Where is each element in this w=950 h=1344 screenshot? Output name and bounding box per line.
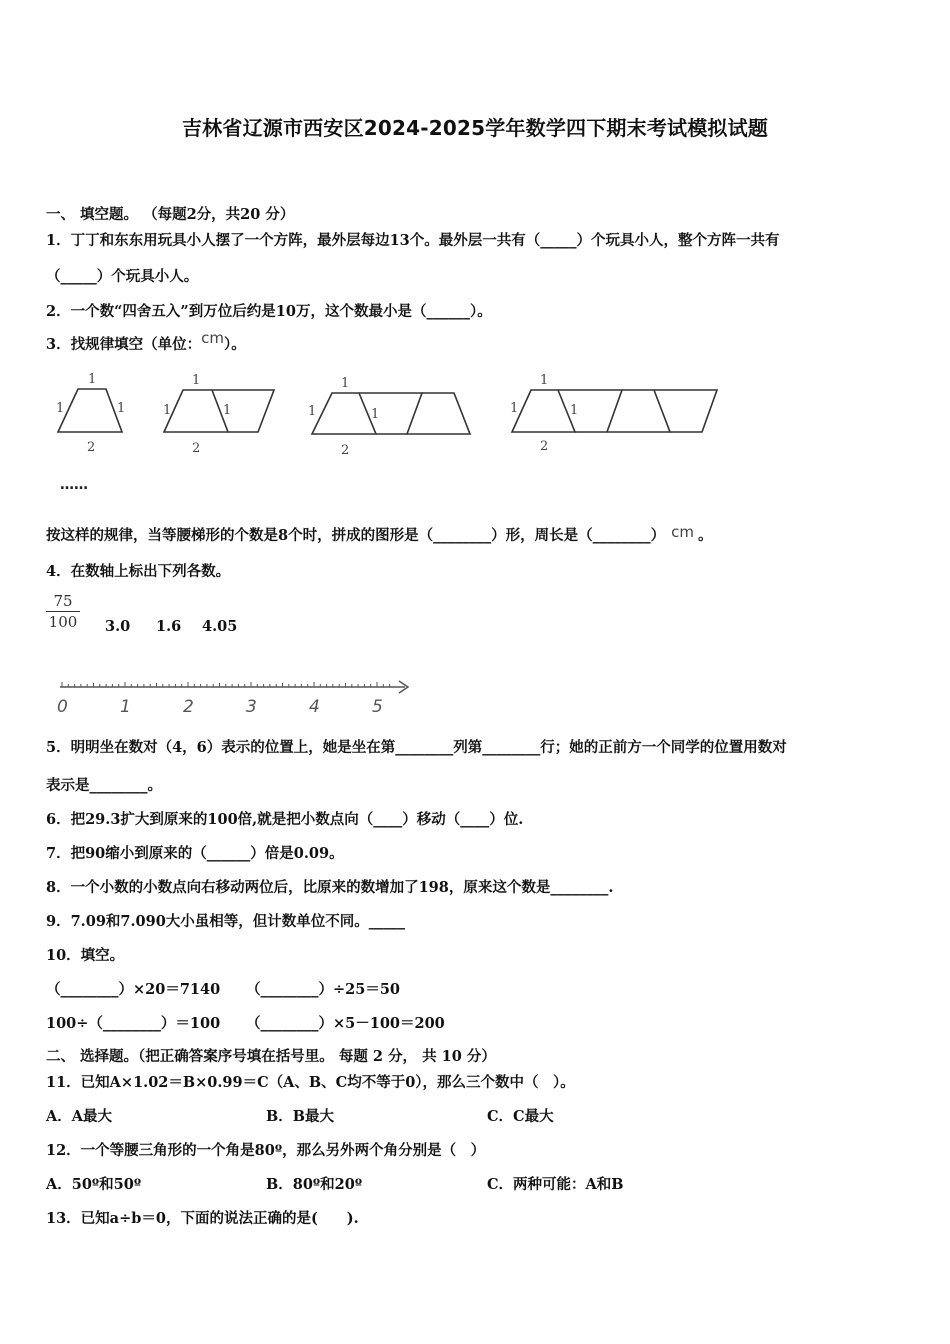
number-4-05: 4.05 — [202, 618, 238, 635]
fig2-mid-label: 1 — [223, 403, 232, 418]
fig4-top-label: 1 — [540, 373, 549, 388]
fig3-mid-label: 1 — [371, 407, 380, 422]
number-line-label: 5 — [372, 697, 383, 717]
q10-equation-1: （________）×20＝7140 — [46, 981, 221, 998]
section-2-heading: 二、 选择题。（把正确答案序号填在括号里。 每题 2 分， 共 10 分） — [46, 1048, 496, 1065]
fraction-75-100 — [46, 592, 80, 631]
question-1-line-1: 1．丁丁和东东用玩具小人摆了一个方阵，最外层每边13个。最外层一共有（_____）个玩具小人，整个方阵一共有 — [46, 232, 780, 249]
fig2-top-label: 1 — [192, 373, 201, 388]
question-3b-text: 按这样的规律，当等腰梯形的个数是8个时，拼成的图形是（________）形，周长是（________） — [46, 527, 666, 544]
q11-option-a: A．A最大 — [46, 1108, 113, 1125]
question-9: 9．7.09和7.090大小虽相等，但计数单位不同。_____ — [46, 913, 406, 930]
question-12: 12．一个等腰三角形的一个角是80º，那么另外两个角分别是（ ） — [46, 1142, 486, 1159]
page-title: 吉林省辽源市西安区2024-2025学年数学四下期末考试模拟试题 — [181, 116, 769, 140]
q12-option-b: B．80º和20º — [266, 1176, 363, 1193]
trapezoid-4-4 — [654, 390, 717, 432]
question-5-line-1: 5．明明坐在数对（4，6）表示的位置上，她是坐在第________列第________行；她的正前方一个同学的位置用数对 — [46, 739, 787, 756]
question-3-continued — [46, 524, 712, 545]
trapezoid-3-1 — [312, 393, 376, 434]
trapezoid-2-1 — [164, 390, 228, 432]
question-2: 2．一个数“四舍五入”到万位后约是10万，这个数最小是（______）。 — [46, 303, 492, 320]
q10-equation-4: （________）×5－100＝200 — [246, 1015, 445, 1032]
question-3 — [46, 329, 246, 354]
fig1-right-label: 1 — [117, 401, 126, 416]
question-13: 13．已知a÷b＝0，下面的说法正确的是( ). — [46, 1210, 359, 1227]
trapezoid-4-3 — [607, 390, 670, 432]
question-6: 6．把29.3扩大到原来的100倍,就是把小数点向（____）移动（____）位. — [46, 811, 524, 828]
number-line-label: 3 — [246, 697, 257, 717]
number-line-label: 0 — [57, 697, 68, 717]
fig3-bottom-label: 2 — [341, 443, 350, 458]
number-line-label: 4 — [309, 697, 320, 717]
fig1-top-label: 1 — [88, 372, 97, 387]
fig1-bottom-label: 2 — [87, 440, 96, 455]
number-line-label: 1 — [120, 697, 131, 717]
unit-cm-2: cm — [671, 523, 694, 541]
section-1-heading: 一、 填空题。 （每题2分，共20 分） — [46, 206, 295, 223]
continuation-dots: …… — [60, 477, 88, 493]
question-11: 11．已知A×1.02＝B×0.99＝C（A、B、C均不等于0），那么三个数中（ ）。 — [46, 1074, 575, 1091]
trapezoid-pattern-figure — [46, 368, 746, 498]
trapezoid-1-1 — [58, 389, 122, 432]
fig3-left-label: 1 — [308, 404, 317, 419]
q12-option-c: C．两种可能：A和B — [487, 1176, 624, 1193]
q10-equation-3: 100÷（________）＝100 — [46, 1015, 221, 1032]
question-3-end: ）。 — [223, 336, 246, 353]
question-3-text: 3．找规律填空（单位： — [46, 336, 202, 353]
trapezoid-4-2 — [558, 390, 622, 432]
fig4-left-label: 1 — [510, 401, 519, 416]
question-5-line-2: 表示是________。 — [46, 777, 162, 794]
number-1-6: 1.6 — [156, 618, 182, 635]
trapezoid-3-2 — [359, 393, 422, 434]
fraction-denominator: 100 — [48, 613, 78, 631]
number-line — [50, 674, 420, 722]
question-1-line-2: （_____）个玩具小人。 — [46, 268, 199, 285]
question-7: 7．把90缩小到原来的（______）倍是0.09。 — [46, 845, 344, 862]
number-3-0: 3.0 — [105, 618, 131, 635]
trapezoid-4-1 — [512, 390, 575, 432]
fraction-numerator: 75 — [46, 592, 80, 612]
trapezoid-2-2 — [212, 390, 274, 432]
trapezoid-3-3 — [407, 393, 470, 434]
number-line-label: 2 — [183, 697, 194, 717]
q11-option-c: C．C最大 — [487, 1108, 554, 1125]
unit-cm: cm — [201, 329, 224, 347]
question-3b-end: 。 — [697, 527, 713, 544]
question-4: 4．在数轴上标出下列各数。 — [46, 563, 231, 580]
fig2-left-label: 1 — [163, 403, 172, 418]
q12-option-a: A．50º和50º — [46, 1176, 142, 1193]
fig4-bottom-label: 2 — [540, 439, 549, 454]
question-10: 10．填空。 — [46, 947, 125, 964]
q10-equation-2: （________）÷25＝50 — [246, 981, 401, 998]
fig3-top-label: 1 — [341, 376, 350, 391]
fig1-left-label: 1 — [56, 401, 65, 416]
question-8: 8．一个小数的小数点向右移动两位后，比原来的数增加了198，原来这个数是________. — [46, 879, 614, 896]
q11-option-b: B．B最大 — [266, 1108, 335, 1125]
fig2-bottom-label: 2 — [192, 441, 201, 456]
fig4-mid-label: 1 — [570, 403, 579, 418]
